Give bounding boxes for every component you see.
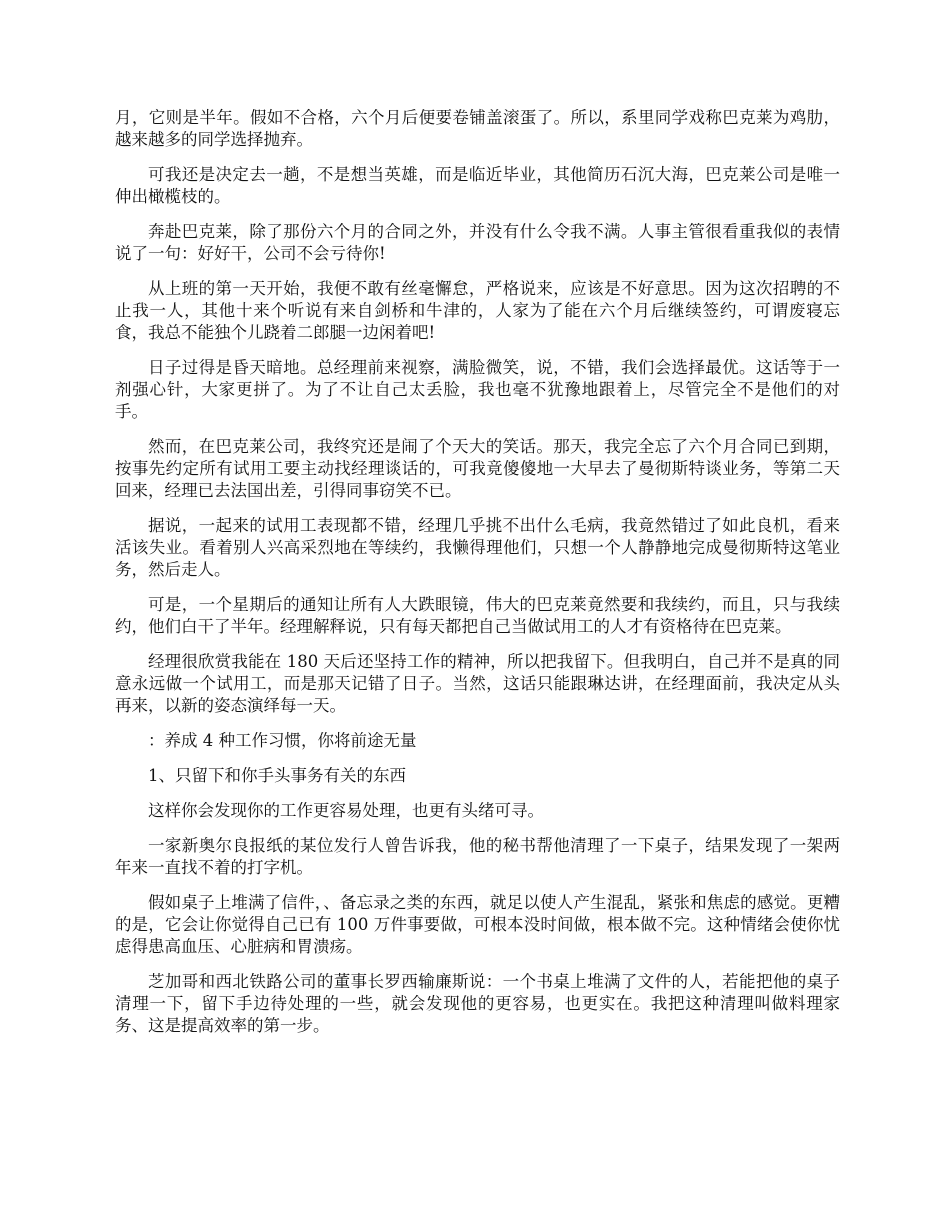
paragraph-14: 假如桌子上堆满了信件，、备忘录之类的东西，就足以使人产生混乱，紧张和焦虑的感觉。更糟的是，它会让你觉得自己已有 100 万件事要做，可根本没时间做，根本做不完。这种情绪会使你忧虑得患高血压、心脏病和胃溃疡。	[115, 893, 840, 956]
paragraph-2: 可我还是决定去一趟，不是想当英雄，而是临近毕业，其他简历石沉大海，巴克莱公司是唯一伸出橄榄枝的。	[115, 165, 840, 206]
habit-heading-1: 1、只留下和你手头事务有关的东西	[148, 766, 406, 785]
document-page	[115, 107, 840, 1050]
paragraph-3: 奔赴巴克莱，除了那份六个月的合同之外，并没有什么令我不满。人事主管很看重我似的表情说了一句：好好干，公司不会亏待你!	[115, 222, 840, 263]
paragraph-15: 芝加哥和西北铁路公司的董事长罗西输廉斯说：一个书桌上堆满了文件的人，若能把他的桌子清理一下，留下手边待处理的一些，就会发现他的更容易，也更实在。我把这种清理叫做料理家务、这是提高效率的第一步。	[115, 972, 840, 1035]
paragraph-4: 从上班的第一天开始，我便不敢有丝毫懈怠，严格说来，应该是不好意思。因为这次招聘的不止我一人，其他十来个听说有来自剑桥和牛津的，人家为了能在六个月后继续签约，可谓废寝忘食，我总不能独个儿跷着二郎腿一边闲着吧!	[115, 279, 840, 342]
paragraph-6: 然而，在巴克莱公司，我终究还是闹了个天大的笑话。那天，我完全忘了六个月合同已到期，按事先约定所有试用工要主动找经理谈话的，可我竟傻傻地一大早去了曼彻斯特谈业务，等第二天回来，经理已去法国出差，引得同事窃笑不已。	[115, 437, 840, 500]
section-heading: ：养成 4 种工作习惯，你将前途无量	[148, 731, 417, 750]
paragraph-8: 可是，一个星期后的通知让所有人大跌眼镜，伟大的巴克莱竟然要和我续约，而且，只与我续约，他们白干了半年。经理解释说，只有每天都把自己当做试用工的人才有资格待在巴克莱。	[115, 595, 840, 636]
paragraph-7: 据说，一起来的试用工表现都不错，经理几乎挑不出什么毛病，我竟然错过了如此良机，看来活该失业。看着别人兴高采烈地在等续约，我懒得理他们，只想一个人静静地完成曼彻斯特这笔业务，然后走人。	[115, 516, 840, 579]
paragraph-12: 这样你会发现你的工作更容易处理，也更有头绪可寻。	[148, 801, 544, 820]
paragraph-13: 一家新奥尔良报纸的某位发行人曾告诉我，他的秘书帮他清理了一下桌子，结果发现了一架两年来一直找不着的打字机。	[115, 836, 840, 877]
paragraph-5: 日子过得是昏天暗地。总经理前来视察，满脸微笑，说，不错，我们会选择最优。这话等于一剂强心针，大家更拼了。为了不让自己太丢脸，我也毫不犹豫地跟着上，尽管完全不是他们的对手。	[115, 358, 840, 421]
paragraph-9: 经理很欣赏我能在 180 天后还坚持工作的精神，所以把我留下。但我明白，自己并不是真的同意永远做一个试用工，而是那天记错了日子。当然，这话只能跟琳达讲，在经理面前，我决定从头再来，以新的姿态演绎每一天。	[115, 652, 840, 715]
paragraph-1: 月，它则是半年。假如不合格，六个月后便要卷铺盖滚蛋了。所以，系里同学戏称巴克莱为鸡肋，越来越多的同学选择抛弃。	[115, 108, 840, 149]
